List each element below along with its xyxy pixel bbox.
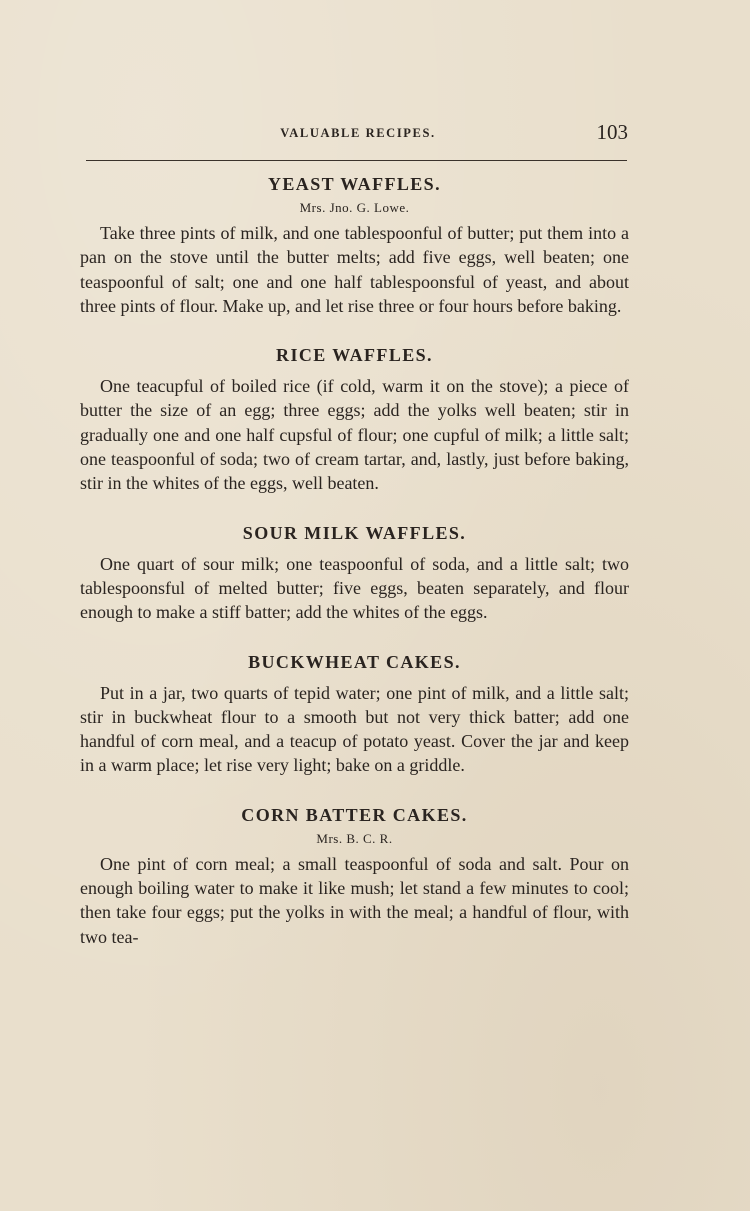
page-content xyxy=(80,170,629,972)
page-number: 103 xyxy=(596,120,628,144)
running-head xyxy=(88,120,628,150)
recipe-title: SOUR MILK WAFFLES. xyxy=(242,522,467,543)
running-title: VALUABLE RECIPES. xyxy=(280,126,436,140)
recipe-title: CORN BATTER CAKES. xyxy=(241,804,468,825)
recipe-title: YEAST WAFFLES. xyxy=(268,174,441,194)
recipe-text: Take three pints of milk, and one tablespoonful of butter; put them into a pan on the stove until the butter melts; add five eggs, well beaten; one teaspoonful of salt; one and one half tablespoonsful of yeast, and about three pints of flour. Make up, and let rise three or four hours before baking. xyxy=(80,223,629,316)
header-rule xyxy=(86,160,627,161)
recipe-credit: Mrs. B. C. R. xyxy=(316,830,393,846)
recipe-title: RICE WAFFLES. xyxy=(276,345,433,366)
recipe-text: One quart of sour milk; one teaspoonful of soda, and a little salt; two tablespoonsful of melted butter; five eggs, beaten separately, and flour enough to make a stiff batter; add the whites of the eggs. xyxy=(80,553,629,623)
recipe-title: BUCKWHEAT CAKES. xyxy=(248,651,461,672)
recipe-text: Put in a jar, two quarts of tepid water; one pint of milk, and a little salt; stir in buckwheat flour to a smooth but not very thick batter; add one handful of corn meal, and a teacup of potato yeast. Cover the jar and keep in a warm place; let rise very light; bake on a griddle. xyxy=(80,682,629,776)
recipe-yeast-waffles xyxy=(80,170,629,318)
recipe-text: One pint of corn meal; a small teaspoonful of soda and salt. Pour on enough boiling water to make it like mush; let stand a few minutes to cool; then take four eggs; put the yolks in with the meal; a handful of flour, with two tea- xyxy=(80,853,629,947)
recipe-rice-waffles xyxy=(80,341,629,495)
recipe-buckwheat-cakes xyxy=(80,648,629,778)
recipe-credit: Mrs. Jno. G. Lowe. xyxy=(299,200,410,215)
recipe-text: One teacupful of boiled rice (if cold, warm it on the stove); a piece of butter the size of an egg; three eggs; add the yolks well beaten; stir in gradually one and one half cupsful of flour; one cupful of milk; a little salt; one teaspoonful of soda; two of cream tartar, and, lastly, just before baking, stir in the whites of the eggs, well beaten. xyxy=(80,376,629,494)
recipe-sour-milk-waffles xyxy=(80,519,629,625)
recipe-corn-batter-cakes xyxy=(80,801,629,949)
